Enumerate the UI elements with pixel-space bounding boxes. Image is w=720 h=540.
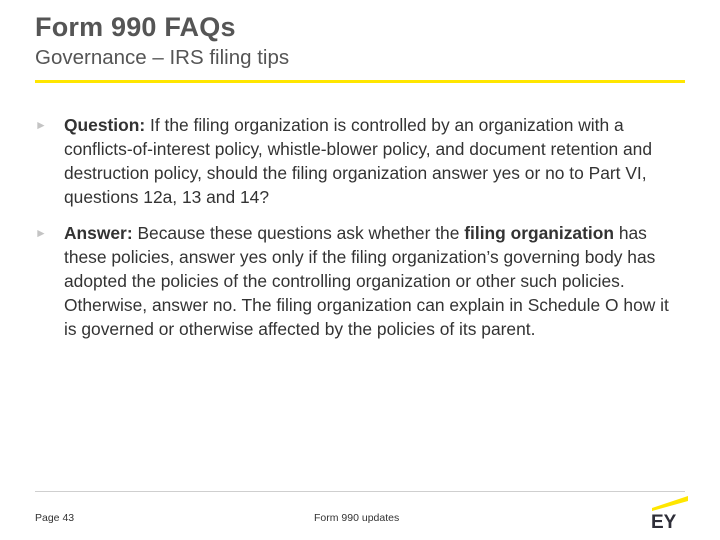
triangle-bullet-icon: ►	[35, 226, 47, 240]
answer-bullet	[35, 221, 685, 341]
ey-logo-icon	[650, 494, 690, 530]
bullet-list	[35, 113, 685, 353]
question-text: If the filing organization is controlled by an organization with a conflicts-of-interest policy, whistle-blower policy, and document retention and destruction policy, should the filing organization answer yes or no to Part VI, questions 12a, 13 and 14?	[64, 115, 653, 207]
page-number: Page 43	[35, 512, 75, 524]
page-title: Form 990 FAQs	[35, 12, 236, 42]
triangle-bullet-icon: ►	[35, 118, 47, 132]
footer-divider	[35, 491, 685, 492]
page-subtitle: Governance – IRS filing tips	[35, 46, 290, 69]
answer-text-after: has these policies, answer yes only if the filing organization’s governing body has adopted the policies of the controlling organization or other such policies. Otherwise, answer no. The filing organization can explain in Schedule O how it is governed or otherwise affected by the policies of its parent.	[64, 223, 669, 339]
answer-label: Answer:	[64, 223, 133, 243]
footer-title: Form 990 updates	[314, 512, 400, 524]
question-label: Question:	[64, 115, 146, 135]
title-underline	[35, 80, 685, 83]
ey-logo-text: EY	[651, 512, 677, 530]
answer-text-before: Because these questions ask whether the	[132, 223, 465, 243]
answer-emphasis: filing organization	[464, 223, 614, 243]
question-bullet	[35, 113, 685, 209]
